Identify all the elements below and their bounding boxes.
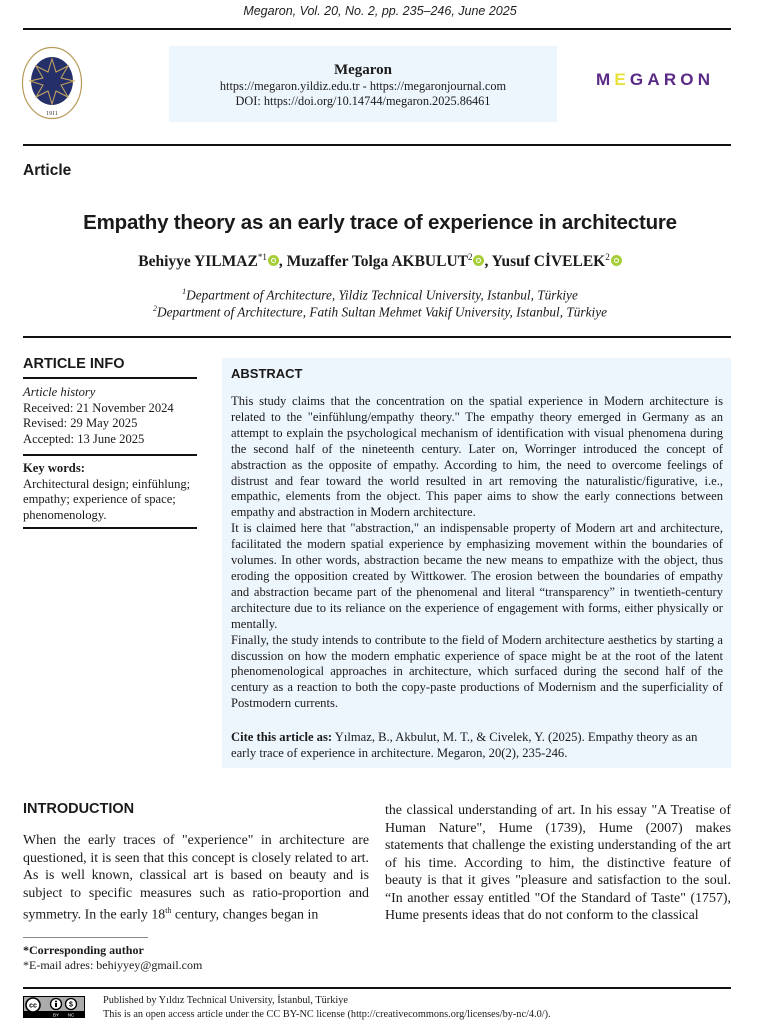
abstract-paragraph: This study claims that the concentration on the spatial experience in Modern architecture is related to the "einfühlung/empathy theory." The empathy theory emerged in Germany as an attempt to explain the psychological mechanism of identification with visual phenomena during the second half of the nineteenth century. Later on, Worringer introduced the concept of abstraction as the opposite of empathy. According to him, the need to overcome feelings of distrust and fear toward the world resulted in art removing the naturalistic/figurative, i.e., empathic, elements from the object. This paper aims to show the early connections between empathy and abstraction in Modern architecture. [231,394,723,520]
ordinal-sup: th [165,906,172,915]
keywords-label: Key words: [23,461,85,475]
corresponding-author-label: *Corresponding author [23,943,144,957]
author-sup: 2 [467,252,473,262]
affil-text: Department of Architecture, Fatih Sultan Mehmet Vakif University, Istanbul, Türkiye [156,304,608,320]
history-label: Article history [23,385,96,399]
author-name: Muzaffer Tolga AKBULUT [286,253,468,271]
footnote-rule [23,937,148,938]
keywords-section [23,461,203,524]
info-rule [23,377,197,379]
svg-text:BY: BY [52,1012,60,1018]
abstract-paragraph: It is claimed here that "abstraction," an indispensable property of Modern art and architecture, facilitated the modern spatial experience by emphasizing movement within the boundaries of volumes. In other words, abstraction became the new means to empathize with the object, thus eroding the opposition created by Wittkower. The erosion between the boundaries of empathy and abstraction became part of the phenomenal and literal “transparency” in twentieth-century architecture due to its reliance on the experience of engagement with forms, either physically or mentally. [231,521,723,631]
received-date: Received: 21 November 2024 [23,400,174,415]
author-sup: *1 [257,252,267,262]
journal-urls[interactable]: https://megaron.yildiz.edu.tr - https://megaronjournal.com [219,79,507,93]
accepted-date: Accepted: 13 June 2025 [23,432,145,447]
logo-letter-e: E [614,70,630,89]
license-line[interactable]: This is an open access article under the CC BY-NC license (http://creativecommons.org/licenses/by-nc/4.0/). [103,1009,551,1020]
doi-link[interactable]: DOI: https://doi.org/10.14744/megaron.2025.86461 [235,94,491,108]
article-info-heading: ARTICLE INFO [23,356,125,372]
article-history [23,385,203,448]
orcid-icon[interactable] [611,255,622,266]
university-seal-logo [21,46,83,120]
author-name: Yusuf CİVELEK [491,253,606,271]
article-type-label: Article [23,162,72,179]
abstract-paragraph: Finally, the study intends to contribute to the field of Modern architecture aesthetics by starting a discussion on how the modern emphatic experience of space might be at the root of the latent phenomenological approaches in architecture, which surfaced during the second half of the century as a reaction to both the copy-paste productions of Modernism and the superficiality of Postmodern currents. [231,632,723,711]
affil-sup: 1 [182,287,187,296]
author-sup: 2 [605,252,610,262]
logo-letters-garon: GARON [629,70,715,89]
keywords-list: Architectural design; einfühlung; empathy; experience of space; phenomenology. [23,476,191,523]
intro-right-column: the classical understanding of art. In his essay "A Treatise of Human Nature", Hume (1739), Hume (2007) makes statements that challenge the existing understanding of the art of his time. According to him, the distinctive feature of beauty is that it gives "pleasure and satisfaction to the soul. “In another essay entitled "Of the Standard of Taste" (1757), Hume presents ideas that do not conform to the classical [385,803,731,923]
running-head: Megaron, Vol. 20, No. 2, pp. 235–246, June 2025 [243,4,517,18]
publisher-line: Published by Yıldız Technical University, İstanbul, Türkiye [103,995,348,1006]
banner-rule [23,144,731,146]
info-rule [23,454,197,456]
svg-text:1911: 1911 [46,111,58,117]
info-rule [23,527,197,529]
affiliation-rule [23,336,731,338]
affil-sup: 2 [152,304,157,313]
svg-text:NC: NC [67,1012,75,1018]
megaron-brand-logo [596,70,714,90]
affiliation-1 [0,287,760,303]
author-name: Behiyye YILMAZ [138,253,258,271]
header-rule [23,28,731,30]
intro-text: When the early traces of "experience" in architecture are questioned, it is seen that this concept is closely related to art. As is well known, classical art is based on beauty and is subject to specific measures such as ratio-proportion and symmetry. In the early 18 [23,833,369,923]
abstract-text [231,394,723,712]
affiliation-2 [0,304,760,320]
cite-label: Cite this article as: [231,730,333,744]
journal-name: Megaron [333,62,393,78]
journal-banner [169,46,557,122]
logo-letter-m: M [596,70,615,89]
svg-text:$: $ [69,1001,73,1009]
citation [231,730,723,762]
orcid-icon[interactable] [268,255,279,266]
orcid-icon[interactable] [473,255,484,266]
cite-text: Yılmaz, B., Akbulut, M. T., & Civelek, Y. (2025). Empathy theory as an early trace of experience in architecture. Megaron, 20(2), 235-246. [231,730,698,760]
affil-text: Department of Architecture, Yildiz Technical University, Istanbul, Türkiye [186,287,578,303]
intro-left-column [23,832,369,924]
corresponding-email[interactable]: *E-mail adres: behiyyey@gmail.com [23,958,203,972]
author-list: Behiyye YILMAZ$^{*1}$ , Muzaffer Tolga AKBULUT$^2$ , Yusuf CİVELEK$^2$ [0,252,760,271]
article-title: Empathy theory as an early trace of experience in architecture [83,211,677,234]
intro-text: century, changes began in [171,907,319,923]
abstract-heading: ABSTRACT [231,366,303,381]
svg-text:cc: cc [29,1002,37,1010]
cc-by-nc-badge-icon[interactable] [23,996,85,1018]
footer-rule [23,987,731,989]
revised-date: Revised: 29 May 2025 [23,416,138,431]
introduction-heading: INTRODUCTION [23,801,135,817]
